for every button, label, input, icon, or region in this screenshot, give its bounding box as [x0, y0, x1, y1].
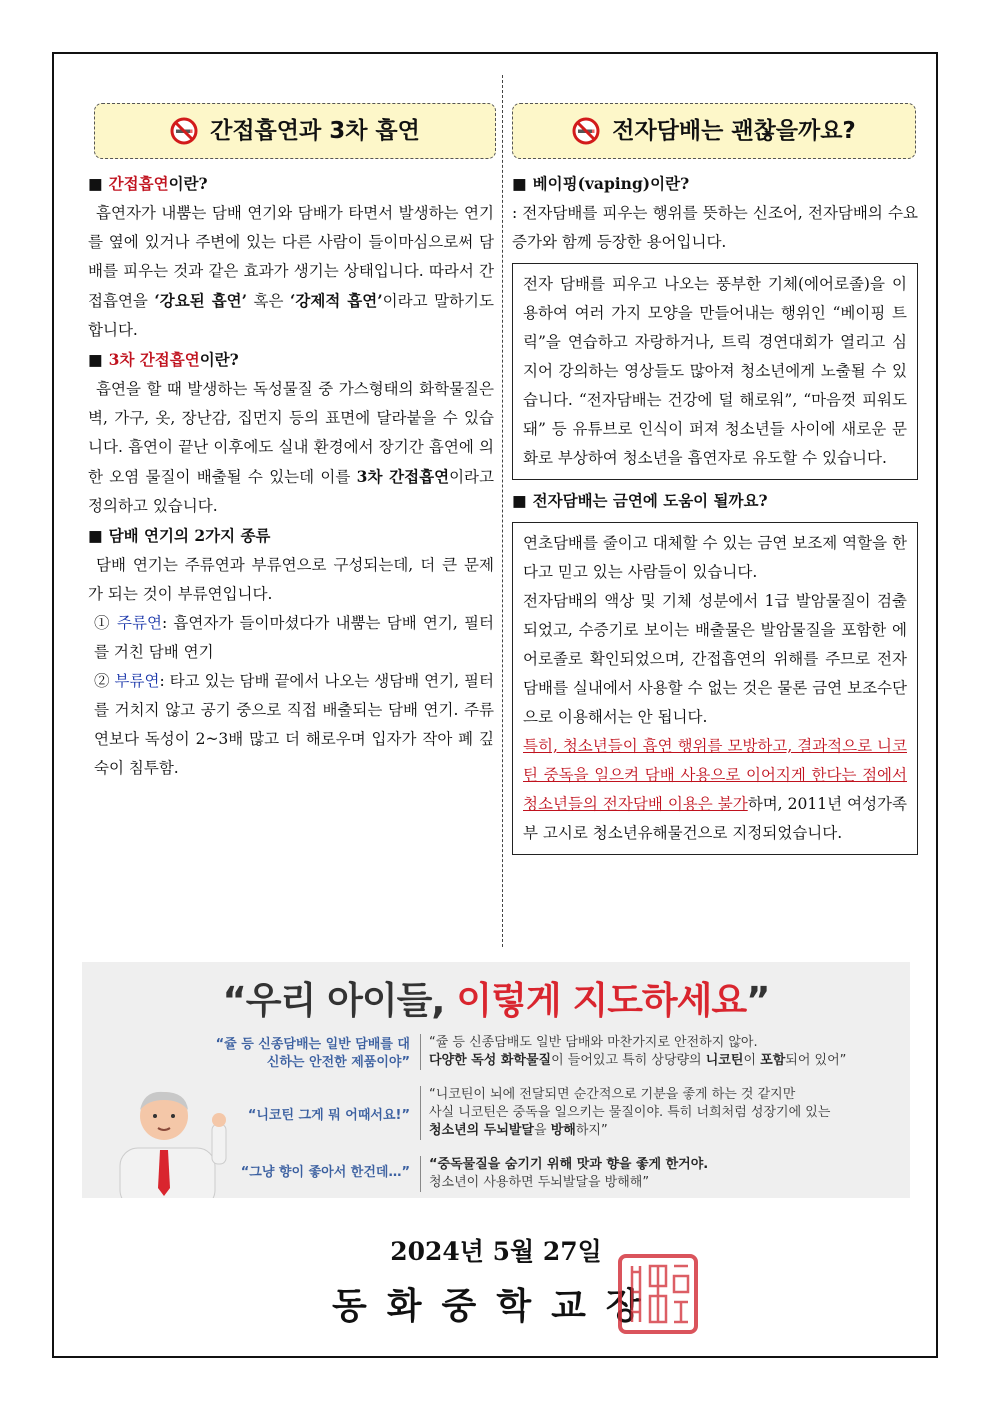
- sidestream-smoke-item: ② 부류연: 타고 있는 담배 끝에서 나오는 생담배 연기, 필터를 거치지 않고 공기 중으로 직접 배출되는 담배 연기. 주류연보다 독성이 2~3배 많고 더 해로우며 입자가 작아 폐 깊숙이 침투함.: [94, 672, 494, 777]
- quit-help-box: 연초담배를 줄이고 대체할 수 있는 금연 보조제 역할을 한다고 믿고 있는 사람들이 있습니다. 전자담배의 액상 및 기체 성분에서 1급 발암물질이 검출되었고, 수증기로 보이는 배출물은 발암물질을 포함한 에어로졸로 확인되었으며, 간접흡연의 위해를 주므로 전자담배를 실내에서 사용할 수 없는 것은 물론 금연 보조수단으로 이용해서는 안 됩니다. 특히, 청소년들이 흡연 행위를 모방하고, 결과적으로 니코틴 중독을 일으켜 담배 사용으로 이어지게 한다는 점에서 청소년들의 전자담배 이용은 불가하며, 2011년 여성가족부 고시로 청소년유해물건으로 지정되었습니다.: [512, 522, 918, 855]
- banner-question-3: “그냥 향이 좋아서 한건데…”: [240, 1165, 410, 1180]
- guidance-banner: [82, 962, 910, 1198]
- thirdhand-paragraph: 흡연을 할 때 발생하는 독성물질 중 가스형태의 화학물질은 벽, 가구, 옷, 장난감, 집먼지 등의 표면에 달라붙을 수 있습니다. 흡연이 끝난 이후에도 실내 환경에서 장기간 흡연에 의한 오염 물질이 배출될 수 있는데 이를 3차 간접흡연이라고 정의하고 있습니다.: [88, 380, 494, 515]
- banner-question-1: “쥴 등 신종담배는 일반 담배를 대신하는 안전한 제품이야”: [215, 1037, 410, 1070]
- vaping-definition: : 전자담배를 피우는 행위를 뜻하는 신조어, 전자담배의 수요 증가와 함께 등장한 용어입니다.: [512, 204, 918, 251]
- column-divider: [502, 75, 503, 947]
- secondhand-paragraph: 흡연자가 내뿜는 담배 연기와 담배가 타면서 발생하는 연기를 옆에 있거나 주변에 있는 다른 사람이 들이마심으로써 담배를 피우는 것과 같은 효과가 생기는 상태입니다. 따라서 간접흡연을 ‘강요된 흡연’ 혹은 ‘강제적 흡연’이라고 말하기도 합니다.: [88, 204, 494, 339]
- section-heading-smoke-types: ■ 담배 연기의 2가지 종류: [88, 526, 271, 545]
- no-smoking-icon: [170, 117, 198, 145]
- section-heading-quit-help: ■ 전자담배는 금연에 도움이 될까요?: [512, 491, 768, 510]
- no-smoking-icon: [572, 117, 600, 145]
- banner-title: “우리 아이들, 이렇게 지도하세요”: [222, 979, 770, 1022]
- left-column: [88, 100, 494, 783]
- banner-answer-2: “니코틴이 뇌에 전달되면 순간적으로 기분을 좋게 하는 것 같지만 사실 니코틴은 중독을 일으키는 물질이야. 특히 너희처럼 성장기에 있는 청소년의 두뇌발달을 방해하지”: [420, 1086, 830, 1140]
- right-column: [512, 100, 918, 861]
- smoke-types-paragraph: 담배 연기는 주류연과 부류연으로 구성되는데, 더 큰 문제가 되는 것이 부류연입니다.: [88, 556, 494, 603]
- teacher-illustration: [100, 1088, 240, 1198]
- principal-signature: 동화중학교장: [332, 1285, 661, 1327]
- vaping-trick-box: 전자 담배를 피우고 나오는 풍부한 기체(에어로졸)을 이용하여 여러 가지 모양을 만들어내는 행위인 “베이핑 트릭”을 연습하고 자랑하거나, 트릭 경연대회가 열리고 심지어 강의하는 영상들도 많아져 청소년에게 노출될 수 있습니다. “전자담배는 건강에 덜 해로워”, “마음껏 피워도 돼” 등 유튜브로 인식이 퍼져 청소년들 사이에 새로운 문화로 부상하여 청소년을 흡연자로 유도할 수 있습니다.: [512, 263, 918, 480]
- section-heading-thirdhand: ■ 3차 간접흡연이란?: [88, 350, 239, 369]
- right-title: 전자담배는 괜찮을까요?: [612, 117, 856, 144]
- left-title: 간접흡연과 3차 흡연: [210, 117, 420, 144]
- banner-question-2: “니코틴 그게 뭐 어때서요!”: [247, 1108, 410, 1123]
- banner-answer-1: “쥴 등 신종담배도 일반 담배와 마찬가지로 안전하지 않아. 다양한 독성 화학물질이 들어있고 특히 상당량의 니코틴이 포함되어 있어”: [420, 1034, 846, 1070]
- issue-date: 2024년 5월 27일: [390, 1237, 602, 1266]
- right-title-box: [512, 103, 916, 159]
- banner-answer-3: “중독물질을 숨기기 위해 맛과 향을 좋게 한거야. 청소년이 사용하면 두뇌발달을 방해해”: [420, 1156, 708, 1192]
- mainstream-smoke-item: ① 주류연: 흡연자가 들이마셨다가 내뿜는 담배 연기, 필터를 거친 담배 연기: [94, 614, 494, 661]
- section-heading-vaping: ■ 베이핑(vaping)이란?: [512, 174, 690, 193]
- left-title-box: [94, 103, 496, 159]
- school-seal-stamp: [616, 1252, 700, 1336]
- section-heading-secondhand: ■ 간접흡연이란?: [88, 174, 208, 193]
